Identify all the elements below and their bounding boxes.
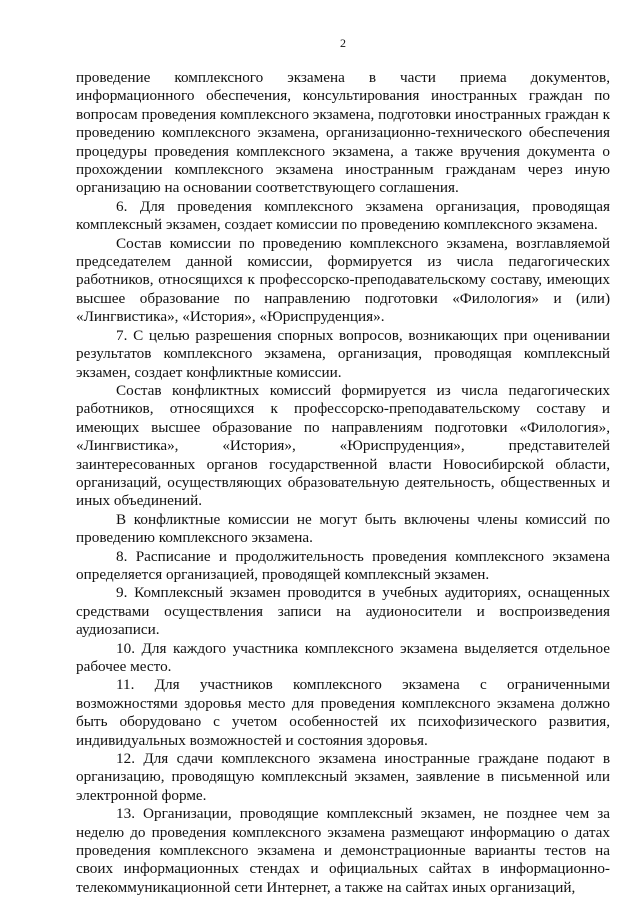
paragraph-item-8: 8. Расписание и продолжительность проведения комплексного экзамена определяется организацией, проводящей комплексный экзамен.: [76, 547, 610, 583]
paragraph-commission-composition: Состав комиссии по проведению комплексного экзамена, возглавляемой председателем данной комиссии, формируется из числа педагогических работников, относящихся к профессорско-преподавательскому составу, имеющих высшее образование по направлению подготовки «Филология» и (или) «Лингвистика», «История», «Юриспруденция».: [76, 234, 610, 326]
paragraph-item-12: 12. Для сдачи комплексного экзамена иностранные граждане подают в организацию, проводящую комплексный экзамен, заявление в письменной или электронной форме.: [76, 750, 610, 804]
paragraph-item-7: 7. С целью разрешения спорных вопросов, возникающих при оценивании результатов комплексного экзамена, организация, проводящая комплексный экзамен, создает конфликтные комиссии.: [76, 326, 610, 381]
page-number: 2: [340, 36, 346, 50]
paragraph-conflict-commission-exclusion: В конфликтные комиссии не могут быть включены члены комиссий по проведению комплексного экзамена.: [76, 510, 610, 547]
paragraph-item-13: 13. Организации, проводящие комплексный экзамен, не позднее чем за неделю до проведения комплексного экзамена размещают информацию о датах проведения комплексного экзамена и демонстрационные варианты тестов на своих информационных стендах и официальных сайтах в информационно-телекоммуникационной сети Интернет, а также на сайтах иных организаций,: [76, 805, 610, 896]
paragraph-item-10: 10. Для каждого участника комплексного экзамена выделяется отдельное рабочее место.: [76, 639, 610, 675]
paragraph-item-11: 11. Для участников комплексного экзамена с ограниченными возможностями здоровья место для проведения комплексного экзамена должно быть оборудовано с учетом особенностей их психофизического развития, индивидуальных возможностей и состояния здоровья.: [76, 676, 610, 749]
paragraph-item-6: 6. Для проведения комплексного экзамена организация, проводящая комплексный экзамен, создает комиссии по проведению комплексного экзамена.: [76, 197, 610, 234]
paragraph-item-9: 9. Комплексный экзамен проводится в учебных аудиториях, оснащенных средствами осуществления записи на аудионосители и воспроизведения аудиозаписи.: [76, 584, 610, 639]
paragraph-continuation: проведение комплексного экзамена в части приема документов, информационного обеспечения, консультирования иностранных граждан по вопросам проведения комплексного экзамена, подготовки иностранных граждан к проведению комплексного экзамена, организационно-технического обеспечения процедуры проведения комплексного экзамена, а также вручения документа о прохождении комплексного экзамена иностранным гражданам через иную организацию на основании соответствующего соглашения.: [76, 69, 610, 197]
paragraph-conflict-commission-composition: Состав конфликтных комиссий формируется из числа педагогических работников, относящихся к профессорско-преподавательскому составу и имеющих высшее образование по направлениям подготовки «Филология», «Лингвистика», «История», «Юриспруденция», представителей заинтересованных органов государственной власти Новосибирской области, организаций, осуществляющих образовательную деятельность, общественных и иных объединений.: [76, 381, 610, 510]
document-body: [76, 69, 610, 897]
